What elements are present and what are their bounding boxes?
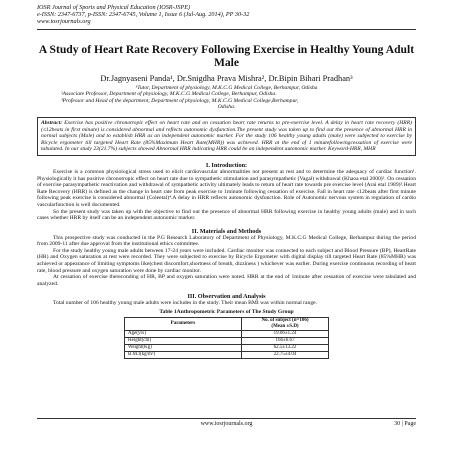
journal-header <box>37 4 416 26</box>
table-row <box>125 338 329 345</box>
table-cell: B.M.I(kg/m²) <box>125 352 242 359</box>
methods-paragraph-2: For the study healthy young male adults between 17-24 years were included. Cardiac monitor was connected to each subject and Blood Pressure (BP), HeartRate (HR) and Oxygen saturation at rest were recorded. They were subjected to exercise by Bicycle Ergometer with digital display till targeted Heart Rate (85%MHR) was achieved or appearance of limiting symptoms like(chest discomfort,shortness of breath, dizziness ) whichever was earlier. During exercise continuous recording of heart rate, blood pressure and oxygen saturation were done by cardiac monitor. <box>37 247 416 274</box>
table-row <box>125 352 329 359</box>
affiliation-2: ²Associate Professor, Department of physiology, M.K.C.G Medical College, Berhampur, Odisha. <box>61 91 277 98</box>
table-cell: 19.06±1.24 <box>242 331 329 338</box>
table-cell: Height(cm) <box>125 338 242 345</box>
methods-paragraph-3: At cessation of exercise thereconding of HR, BP and oxygen saturation were noted. HRR at the end of 1minute after cessation of exercise were tabulated and analyzed. <box>37 274 416 287</box>
affiliations <box>61 85 416 111</box>
table-caption: Table 1Anthropometric Parameters of The Study Group <box>159 309 294 316</box>
table-cell: Age(yrs) <box>125 331 242 338</box>
table-header: Parameters <box>125 318 242 331</box>
footer-url[interactable]: www.iosrjournals.org <box>200 421 253 427</box>
page-number: 30 | Page <box>394 421 416 427</box>
affiliation-3: ³Professor and Head of the department, Department of physiology, M.K.C.G Medical College,Berhampur, <box>61 97 299 104</box>
section-heading-methods: II. Materials and Methods <box>191 227 262 235</box>
anthropometric-table <box>124 317 329 359</box>
affiliation-4: Odisha. <box>217 104 236 111</box>
table-cell: 62.5±13.22 <box>242 345 329 352</box>
table-header: No. of subject (n=106) (Mean ±S.D) <box>242 318 329 331</box>
intro-paragraph-2: So the present study was taken up with the objective to find out the presence of abnormal HRR following exercise in healthy young adults (male) and in such cases whether HRR by itself can be an independent autonomic marker. <box>37 208 416 222</box>
table-cell: Weight(Kg) <box>125 345 242 352</box>
table-header-row <box>125 318 329 331</box>
affiliation-1: ¹Tutor, Department of physiology, M.K.C.G Medical College, Berhampur, Odisha <box>135 84 318 91</box>
page-footer <box>37 418 416 427</box>
methods-paragraph-1: This prospective study was conducted in the P.G Research Laboratory of Department of Physiology, M.K.C.G Medical College, Berhampur during the period from 2009-11 after due approval from the institutional ethics committee. <box>37 234 416 248</box>
journal-url[interactable]: www.iosrjournals.org <box>37 18 91 26</box>
author-list: Dr.Jagnyaseni Panda¹, Dr.Snigdha Prava Mishra², Dr.Bipin Bihari Pradhan³ <box>100 73 353 83</box>
journal-name: IOSR Journal of Sports and Physical Education (IOSR-JSPE) <box>37 4 191 11</box>
paper-title: A Study of Heart Rate Recovery Following Exercise in Healthy Young Adult Male <box>38 42 415 69</box>
table-cell: 166±6.67 <box>242 338 329 345</box>
table-cell: 22.75±4.04 <box>242 352 329 359</box>
section-heading-introduction: I. Introduction: <box>205 161 248 169</box>
intro-paragraph-1: Exercise is a common physiological stress used to elicit cardiovascular abnormalities not present at rest and to determine the adequacy of cardiac function¹. Physiologically it has positive chronotropic effect on heart rate due to sympathetic stimulation and parasympathetic (Vagal) withdrawal (Khaoa etal 2000)². On cessation of exercise parasympathetic reactivation and withdrawal of sympathetic activity ultimately leads to return of heart rate towards pre exercise level (Arai etal 1989)³.Heart Rate Recovery (HRR) is defined as the change in heart rate from peak exercise to 1minute following cessation of exercise. Fall in heart rate ≤12beats after first minute following peak exercise is considered abnormal (Coleetal)⁴.A delay in HRR reflects autonomic dysfunction. Role of Autonomic nervous system in regulation of cardio vascularfunction is well documented. <box>37 168 416 208</box>
journal-issn: e-ISSN: 2347-6737, p-ISSN: 2347-6745, Volume 1, Issue 6 (Jul-Aug. 2014), PP 30-32 <box>37 11 250 19</box>
abstract-label: Abstract: <box>41 119 63 126</box>
observation-paragraph-1: Total number of 106 healthy young male adults were includes in the study. Their mean BMI was within normal range. <box>53 300 318 307</box>
table-row <box>125 345 329 352</box>
header-rule <box>37 29 416 30</box>
abstract-text: Exercise has positive chronotropic effect on heart rate and on cessation heart rate returns to pre-exercise level. A delay in heart rate recovery (HRR) (≤12beats in first minute) is considered abnormal and reflects autonomic dysfunction.The present study was taken up to find out the presence of abnormal HRR in normal subjects (Male) and to establish HRR as an independent autonomic marker. For the study 106 healthy young adults (male) were subjected to exercise by Bicycle ergometer till targeted Heart Rate (85%Maximum Heart Rate(MHR)) was achieved. HRR at the end of 1 minutefollowingcessation of exercise were tabulated. In our study 23(21.7%) subjects showed Abnormal HRR indicating HRR could be an independent autonomic marker. Keyword-HRR, MHR <box>41 119 412 153</box>
abstract-box <box>37 117 416 156</box>
table-row <box>125 331 329 338</box>
section-heading-observation: III. Observation and Analysis <box>187 293 266 301</box>
